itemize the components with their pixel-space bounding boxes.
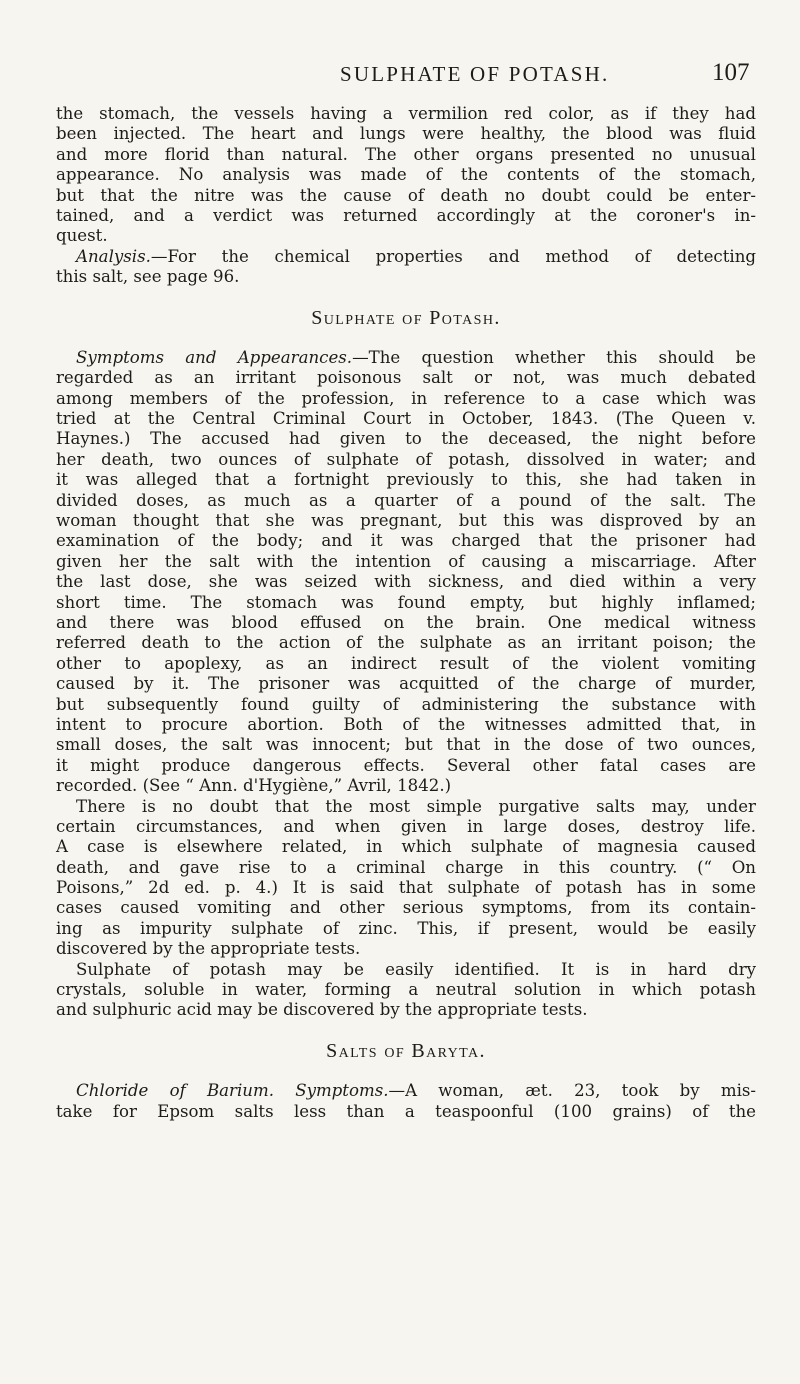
text-run: regarded as an irritant poisonous salt or not, was much debated (56, 368, 756, 388)
text-run: death, and gave rise to a criminal charge in this country. (“ On (56, 857, 756, 877)
text-run: and sulphuric acid may be discovered by the appropriate tests. (56, 1000, 588, 1020)
section-heading: Sulphate of Potash. (311, 306, 501, 329)
section-heading: Salts of Baryta. (326, 1039, 486, 1062)
text-line (56, 429, 756, 449)
text-run: divided doses, as much as a quarter of a pound of the salt. The (56, 490, 756, 510)
text-run: referred death to the action of the sulphate as an irritant poison; the (56, 633, 756, 653)
text-line (56, 1102, 756, 1122)
text-line (56, 858, 756, 878)
page-number: 107 (712, 59, 750, 86)
italic-run: Chloride of Barium. Symptoms. (76, 1081, 389, 1101)
running-title: SULPHATE OF POTASH. (340, 62, 610, 86)
text-run: —For the chemical properties and method of detecting (150, 246, 756, 266)
text-line (56, 348, 756, 368)
text-line (56, 633, 756, 653)
text-run: Sulphate of potash may be easily identified. It is in hard dry (76, 959, 756, 979)
text-run: appearance. No analysis was made of the contents of the stomach, (56, 165, 756, 185)
text-run: the last dose, she was seized with sickness, and died within a very (56, 572, 756, 592)
text-line (56, 735, 756, 755)
text-run: There is no doubt that the most simple purgative salts may, under (76, 796, 756, 816)
section-gap (56, 1021, 756, 1041)
text-line (56, 552, 756, 572)
text-run: tried at the Central Criminal Court in October, 1843. (The Queen v. (56, 409, 756, 429)
text-line (56, 450, 756, 470)
text-line (56, 145, 756, 165)
text-line (56, 165, 756, 185)
text-run: but subsequently found guilty of administering the substance with (56, 694, 756, 714)
text-run: certain circumstances, and when given in large doses, destroy life. (56, 816, 756, 836)
text-line (56, 247, 756, 267)
text-line (56, 980, 756, 1000)
text-line (56, 226, 756, 246)
text-line (56, 654, 756, 674)
text-line (56, 1081, 756, 1101)
text-run: intent to procure abortion. Both of the witnesses admitted that, in (56, 714, 756, 734)
text-run: recorded. (See “ Ann. d'Hygiène,” Avril, 1842.) (56, 776, 452, 796)
text-run: and more florid than natural. The other organs presented no unusual (56, 144, 756, 164)
text-line (56, 470, 756, 490)
text-line (56, 776, 756, 796)
text-line (56, 409, 756, 429)
text-line (56, 531, 756, 551)
text-run: Poisons,” 2d ed. p. 4.) It is said that sulphate of potash has in some (56, 878, 756, 898)
text-line (56, 124, 756, 144)
text-run: her death, two ounces of sulphate of potash, dissolved in water; and (56, 449, 756, 469)
text-run: —The question whether this should be (352, 347, 756, 367)
text-run: this salt, see page 96. (56, 267, 240, 287)
running-head (0, 59, 800, 88)
text-run: caused by it. The prisoner was acquitted of the charge of murder, (56, 674, 756, 694)
text-run: ing as impurity sulphate of zinc. This, if present, would be easily (56, 918, 756, 938)
text-line (56, 511, 756, 531)
text-line (56, 572, 756, 592)
body-text (56, 104, 756, 1122)
text-run: tained, and a verdict was returned accordingly at the coroner's in- (56, 205, 756, 225)
text-run: crystals, soluble in water, forming a neutral solution in which potash (56, 980, 756, 1000)
text-line (56, 186, 756, 206)
italic-run: Symptoms and Appearances. (76, 347, 353, 367)
section-gap (56, 1061, 756, 1081)
text-line (56, 491, 756, 511)
text-run: it was alleged that a fortnight previously to this, she had taken in (56, 470, 756, 490)
text-run: but that the nitre was the cause of death no doubt could be enter- (56, 185, 756, 205)
text-line (56, 715, 756, 735)
text-line (56, 613, 756, 633)
section-gap (56, 288, 756, 308)
text-line (56, 593, 756, 613)
text-run: been injected. The heart and lungs were healthy, the blood was fluid (56, 124, 756, 144)
text-line (56, 817, 756, 837)
text-line (56, 695, 756, 715)
text-line (56, 878, 756, 898)
text-run: Haynes.) The accused had given to the deceased, the night before (56, 429, 756, 449)
text-run: —A woman, æt. 23, took by mis- (388, 1081, 756, 1101)
text-line (56, 960, 756, 980)
text-line (56, 756, 756, 776)
text-line (56, 267, 756, 287)
text-run: quest. (56, 226, 108, 246)
text-line (56, 939, 756, 959)
text-run: and there was blood effused on the brain. One medical witness (56, 612, 756, 632)
text-run: A case is elsewhere related, in which sulphate of magnesia caused (56, 837, 756, 857)
text-run: small doses, the salt was innocent; but that in the dose of two ounces, (56, 735, 756, 755)
text-run: discovered by the appropriate tests. (56, 939, 361, 959)
text-run: woman thought that she was pregnant, but this was disproved by an (56, 511, 756, 531)
text-run: it might produce dangerous effects. Several other fatal cases are (56, 755, 756, 775)
text-line (56, 368, 756, 388)
text-run: other to apoplexy, as an indirect result of the violent vomiting (56, 653, 756, 673)
text-line (56, 674, 756, 694)
text-run: examination of the body; and it was charged that the prisoner had (56, 531, 756, 551)
text-run: cases caused vomiting and other serious symptoms, from its contain- (56, 898, 756, 918)
text-line (56, 898, 756, 918)
text-line (56, 389, 756, 409)
text-line (56, 104, 756, 124)
text-line (56, 837, 756, 857)
text-line (56, 1000, 756, 1020)
text-run: the stomach, the vessels having a vermilion red color, as if they had (56, 104, 756, 123)
text-run: take for Epsom salts less than a teaspoonful (100 grains) of the (56, 1101, 756, 1121)
text-run: short time. The stomach was found empty, but highly inflamed; (56, 592, 756, 612)
section-gap (56, 328, 756, 348)
text-run: among members of the profession, in reference to a case which was (56, 388, 756, 408)
text-line (56, 206, 756, 226)
italic-run: Analysis. (76, 246, 151, 266)
text-line (56, 919, 756, 939)
text-run: given her the salt with the intention of causing a miscarriage. After (56, 551, 756, 571)
text-line (56, 797, 756, 817)
